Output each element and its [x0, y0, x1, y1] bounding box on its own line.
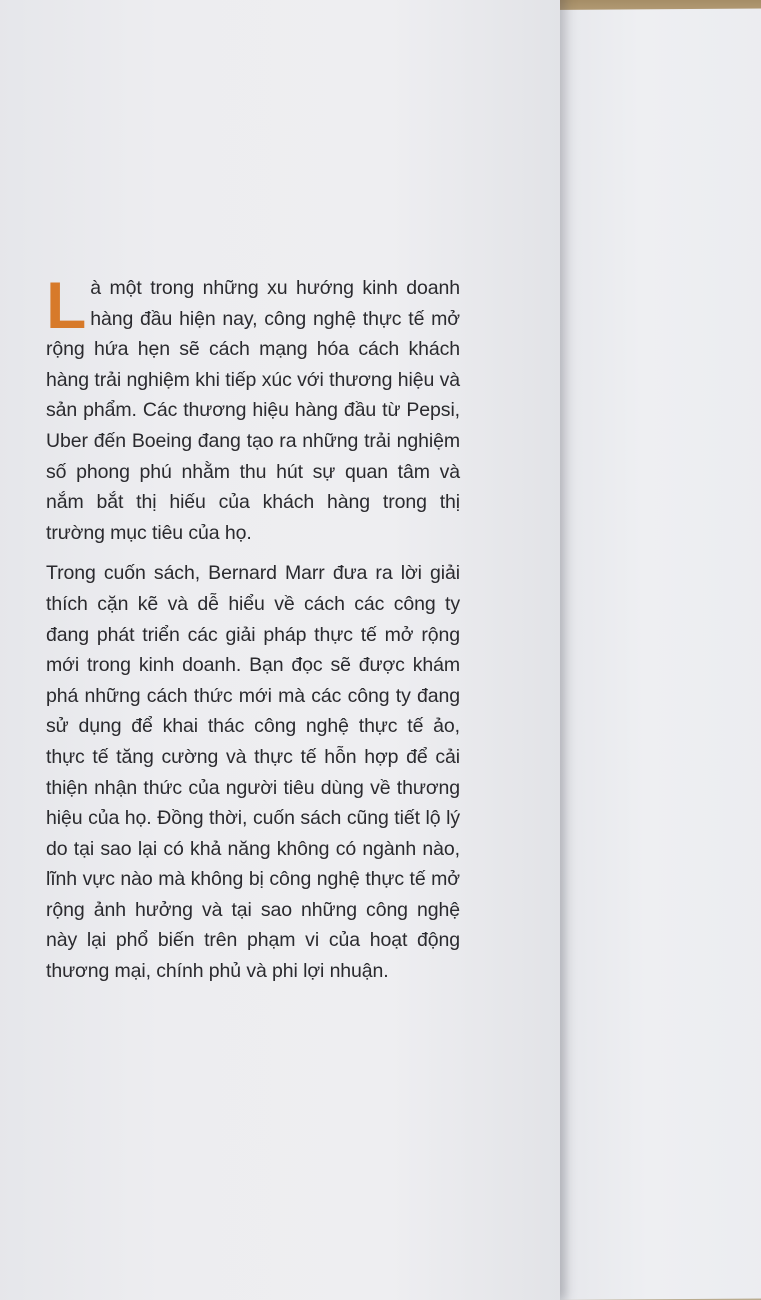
blurb-paragraph-2: Trong cuốn sách, Bernard Marr đưa ra lời giải thích cặn kẽ và dễ hiểu về cách các công ty đang phát triển các giải pháp thực tế mở rộng mới trong kinh doanh. Bạn đọc sẽ được khám phá những cách thức mới mà các công ty đang sử dụng để khai thác công nghệ thực tế ảo, thực tế tăng cường và thực tế hỗn hợp để cải thiện nhận thức của người tiêu dùng về thương hiệu của họ. Đồng thời, cuốn sách cũng tiết lộ lý do tại sao lại có khả năng không có ngành nào, lĩnh vực nào mà không bị công nghệ thực tế mở rộng ảnh hưởng và tại sao những công nghệ này lại phổ biến trên phạm vi của hoạt động thương mại, chính phủ và phi lợi nhuận. [46, 562, 460, 983]
drop-cap-letter: L [46, 268, 87, 342]
paragraph-1-text: à một trong những xu hướng kinh doanh hàng đầu hiện nay, công nghệ thực tế mở rộng hứa hẹn sẽ cách mạng hóa cách khách hàng trải nghiệm khi tiếp xúc với thương hiệu và sản phẩm. Các thương hiệu hàng đầu từ Pepsi, Uber đến Boeing đang tạo ra những trải nghiệm số phong phú nhằm thu hút sự quan tâm và nắm bắt thị hiếu của khách hàng trong thị trường mục tiêu của họ. [46, 277, 460, 544]
blurb-text [46, 268, 460, 987]
blurb-paragraph-1 [46, 268, 460, 548]
adjacent-page [548, 8, 761, 1300]
